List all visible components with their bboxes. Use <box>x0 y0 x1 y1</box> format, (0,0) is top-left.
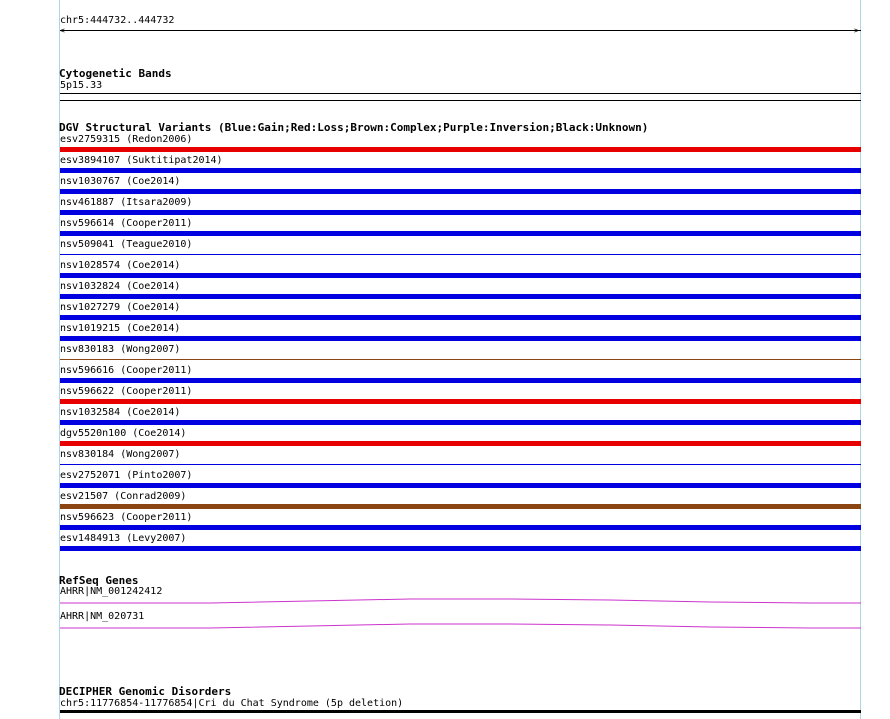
variant-label[interactable]: nsv1030767 (Coe2014) <box>60 176 181 187</box>
variant-bar[interactable] <box>60 399 861 404</box>
cytoband-bar[interactable] <box>60 93 861 94</box>
variant-label[interactable]: nsv1019215 (Coe2014) <box>60 323 181 334</box>
dgv-title: DGV Structural Variants (Blue:Gain;Red:Loss;Brown:Complex;Purple:Inversion;Black:Unknown) <box>59 121 649 134</box>
variant-label[interactable]: nsv1032824 (Coe2014) <box>60 281 181 292</box>
ruler-right-arrow-icon: > <box>854 26 859 35</box>
decipher-bar[interactable] <box>60 710 861 713</box>
variant-bar[interactable] <box>60 359 861 360</box>
variant-bar[interactable] <box>60 378 861 383</box>
variant-label[interactable]: nsv596614 (Cooper2011) <box>60 218 193 229</box>
variant-label[interactable]: esv3894107 (Suktitipat2014) <box>60 155 223 166</box>
decipher-title: DECIPHER Genomic Disorders <box>59 685 232 698</box>
ruler-location: chr5:444732..444732 <box>60 15 175 26</box>
refseq-title: RefSeq Genes <box>59 574 139 587</box>
variant-bar[interactable] <box>60 231 861 236</box>
variant-bar[interactable] <box>60 210 861 215</box>
variant-label[interactable]: nsv596616 (Cooper2011) <box>60 365 193 376</box>
variant-bar[interactable] <box>60 315 861 320</box>
variant-label[interactable]: nsv830183 (Wong2007) <box>60 344 181 355</box>
variant-label[interactable]: nsv1028574 (Coe2014) <box>60 260 181 271</box>
variant-label[interactable]: nsv461887 (Itsara2009) <box>60 197 193 208</box>
variant-label[interactable]: esv2752071 (Pinto2007) <box>60 470 193 481</box>
refseq-gene-track <box>60 590 861 632</box>
variant-bar[interactable] <box>60 525 861 530</box>
variant-bar[interactable] <box>60 504 861 509</box>
variant-label[interactable]: nsv1027279 (Coe2014) <box>60 302 181 313</box>
variant-bar[interactable] <box>60 546 861 551</box>
variant-label[interactable]: esv2759315 (Redon2006) <box>60 134 193 145</box>
ruler-line[interactable] <box>60 30 861 31</box>
variant-label[interactable]: nsv596623 (Cooper2011) <box>60 512 193 523</box>
track-separator <box>60 100 861 101</box>
variant-label[interactable]: esv1484913 (Levy2007) <box>60 533 187 544</box>
variant-bar[interactable] <box>60 147 861 152</box>
variant-label[interactable]: esv21507 (Conrad2009) <box>60 491 187 502</box>
gene-label[interactable]: AHRR|NM_001242412 <box>60 586 163 597</box>
gene-label[interactable]: AHRR|NM_020731 <box>60 611 145 622</box>
cytobands-title: Cytogenetic Bands <box>59 67 172 80</box>
variant-label[interactable]: dgv5520n100 (Coe2014) <box>60 428 187 439</box>
variant-bar[interactable] <box>60 420 861 425</box>
variant-label[interactable]: nsv830184 (Wong2007) <box>60 449 181 460</box>
decipher-item-label[interactable]: chr5:11776854-11776854|Cri du Chat Syndrome (5p deletion) <box>60 698 404 709</box>
variant-label[interactable]: nsv1032584 (Coe2014) <box>60 407 181 418</box>
variant-bar[interactable] <box>60 294 861 299</box>
variant-label[interactable]: nsv509041 (Teague2010) <box>60 239 193 250</box>
ruler-left-arrow-icon: < <box>60 26 65 35</box>
variant-bar[interactable] <box>60 483 861 488</box>
variant-bar[interactable] <box>60 441 861 446</box>
variant-bar[interactable] <box>60 273 861 278</box>
gene-feature-line[interactable] <box>60 624 861 628</box>
variant-bar[interactable] <box>60 254 861 255</box>
variant-bar[interactable] <box>60 464 861 465</box>
variant-label[interactable]: nsv596622 (Cooper2011) <box>60 386 193 397</box>
variant-bar[interactable] <box>60 336 861 341</box>
variant-bar[interactable] <box>60 189 861 194</box>
variant-bar[interactable] <box>60 168 861 173</box>
cytoband-label[interactable]: 5p15.33 <box>60 80 103 91</box>
gene-feature-line[interactable] <box>60 599 861 603</box>
